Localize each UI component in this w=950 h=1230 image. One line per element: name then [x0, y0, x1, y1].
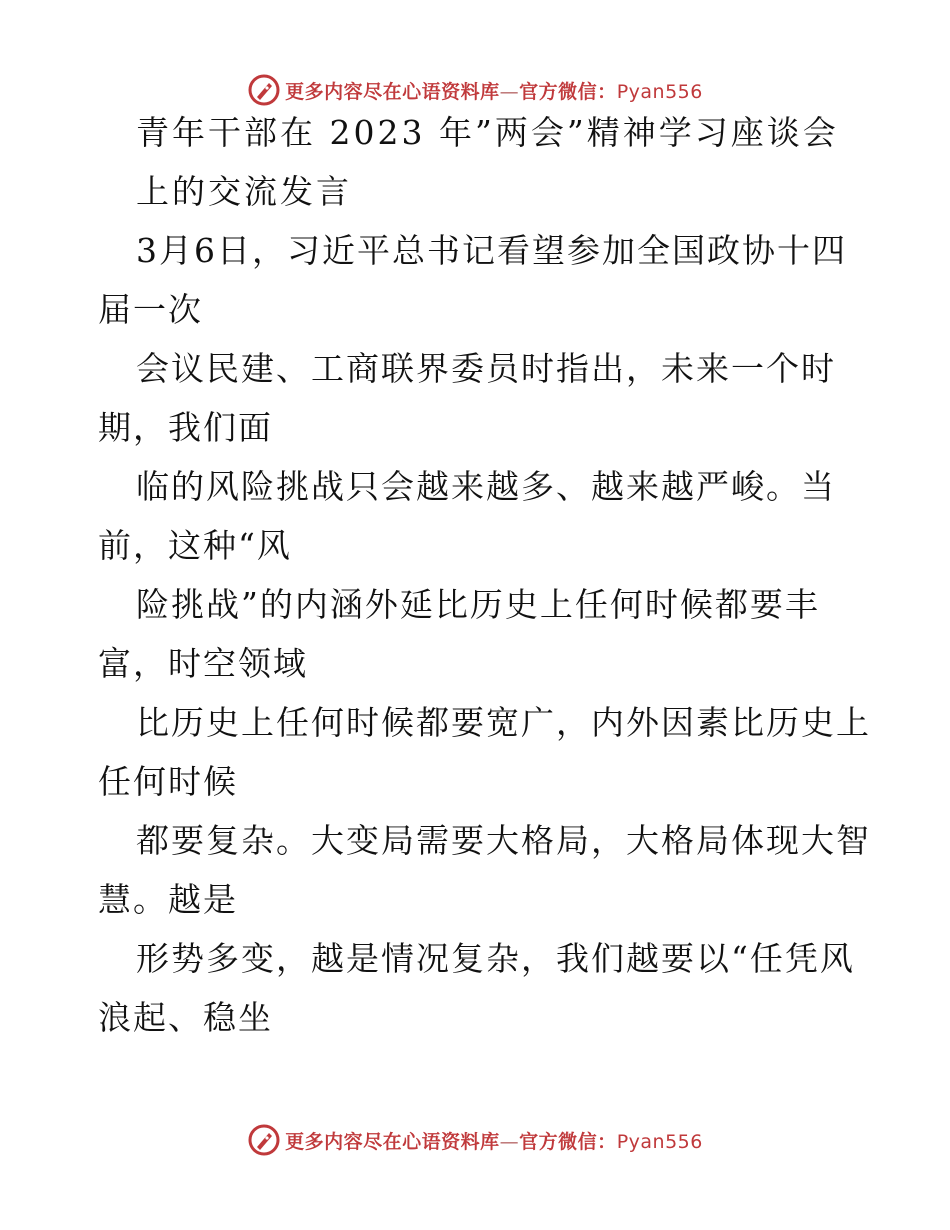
banner-wechat-id: Pyan556	[616, 80, 703, 103]
paragraph-line: 前，这种“风	[98, 526, 292, 565]
banner-wechat-id: Pyan556	[616, 1130, 703, 1153]
banner-site-text: 更多内容尽在心语资料库	[285, 1130, 500, 1153]
banner-wechat-label: 官方微信：	[519, 1130, 617, 1153]
banner-site-text: 更多内容尽在心语资料库	[285, 80, 500, 103]
paragraph-line: 任何时候	[98, 762, 238, 801]
paragraph-line: 比历史上任何时候都要宽广，内外因素比历史上	[136, 703, 871, 742]
document-title-line-1: 青年干部在 2023 年”两会”精神学习座谈会	[136, 113, 839, 152]
paragraph-line: 临的风险挑战只会越来越多、越来越严峻。当	[136, 467, 836, 506]
pen-nib-logo-icon	[247, 1123, 281, 1157]
banner-text	[285, 77, 703, 104]
banner-text	[285, 1127, 703, 1154]
paragraph-line: 届一次	[98, 290, 203, 329]
document-body	[98, 113, 871, 1062]
pen-nib-logo-icon	[247, 73, 281, 107]
paragraph-line: 浪起、稳坐	[98, 998, 273, 1037]
paragraph-line: 会议民建、工商联界委员时指出，未来一个时	[136, 349, 836, 388]
paragraph-line: 险挑战”的内涵外延比历史上任何时候都要丰	[136, 585, 820, 624]
paragraph-line: 都要复杂。大变局需要大格局，大格局体现大智	[136, 821, 871, 860]
paragraph-line: 慧。越是	[98, 880, 238, 919]
document-title-line-2: 上的交流发言	[136, 172, 352, 211]
paragraph-line: 期，我们面	[98, 408, 273, 447]
banner-dash: —	[499, 80, 520, 103]
paragraph-line: 3月6日，习近平总书记看望参加全国政协十四	[136, 231, 847, 270]
banner-wechat-label: 官方微信：	[519, 80, 617, 103]
footer-banner	[0, 1118, 950, 1162]
banner-dash: —	[499, 1130, 520, 1153]
paragraph-line: 形势多变，越是情况复杂，我们越要以“任凭风	[136, 939, 855, 978]
paragraph-line: 富，时空领域	[98, 644, 308, 683]
header-banner	[0, 68, 950, 112]
